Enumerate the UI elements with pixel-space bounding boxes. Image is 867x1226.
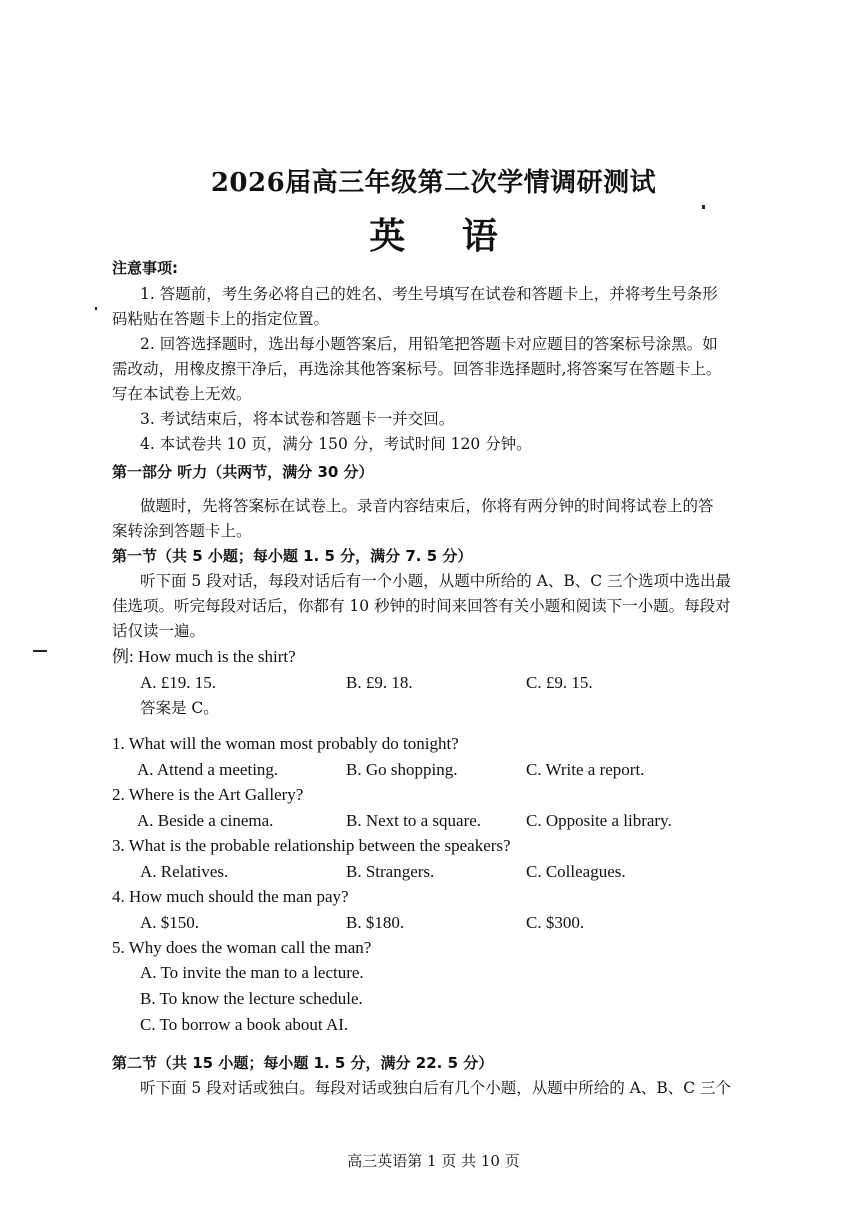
scan-dash — [33, 650, 47, 652]
question-4-option-b: B. $180. — [346, 913, 405, 932]
question-5: 5. Why does the woman call the man? — [112, 938, 372, 957]
example-option-b: B. £9. 18. — [346, 673, 413, 692]
question-3-option-b: B. Strangers. — [346, 862, 435, 881]
question-1: 1. What will the woman most probably do tonight? — [112, 734, 459, 753]
example-option-a: A. £19. 15. — [140, 673, 217, 692]
part1-heading: 第一部分 听力（共两节，满分 30 分） — [112, 463, 374, 481]
subject-title: 英 语 — [369, 215, 520, 257]
question-2-option-c: C. Opposite a library. — [526, 811, 672, 830]
question-2-option-b: B. Next to a square. — [346, 811, 482, 830]
notice-line: 1. 答题前，考生务必将自己的姓名、考生号填写在试卷和答题卡上，并将考生号条形 — [140, 285, 718, 303]
section1-intro-line: 话仅读一遍。 — [112, 622, 206, 640]
notice-line: 3. 考试结束后，将本试卷和答题卡一并交回。 — [140, 410, 455, 428]
page-footer: 高三英语第 1 页 共 10 页 — [347, 1152, 520, 1170]
part1-intro-line: 做题时，先将答案标在试卷上。录音内容结束后，你将有两分钟的时间将试卷上的答 — [140, 497, 714, 515]
example-question: 例: How much is the shirt? — [112, 647, 296, 666]
question-3: 3. What is the probable relationship between the speakers? — [112, 836, 511, 855]
section2-heading: 第二节（共 15 小题；每小题 1. 5 分，满分 22. 5 分） — [112, 1054, 494, 1072]
part1-intro-line: 案转涂到答题卡上。 — [112, 522, 252, 540]
question-1-option-c: C. Write a report. — [526, 760, 645, 779]
notice-line: 需改动，用橡皮擦干净后，再选涂其他答案标号。回答非选择题时,将答案写在答题卡上。 — [112, 360, 722, 378]
example-option-c: C. £9. 15. — [526, 673, 593, 692]
scan-speck — [95, 307, 97, 310]
notice-line: 2. 回答选择题时，选出每小题答案后，用铅笔把答题卡对应题目的答案标号涂黑。如 — [140, 335, 718, 353]
question-5-option-a: A. To invite the man to a lecture. — [140, 963, 364, 982]
question-5-option-c: C. To borrow a book about AI. — [140, 1015, 349, 1034]
example-answer: 答案是 C。 — [140, 699, 219, 717]
question-3-option-a: A. Relatives. — [140, 862, 229, 881]
notice-line: 写在本试卷上无效。 — [112, 385, 252, 403]
question-5-option-b: B. To know the lecture schedule. — [140, 989, 363, 1008]
question-4-option-c: C. $300. — [526, 913, 585, 932]
section1-intro-line: 佳选项。听完每段对话后，你都有 10 秒钟的时间来回答有关小题和阅读下一小题。每段对 — [112, 597, 731, 615]
question-2: 2. Where is the Art Gallery? — [112, 785, 304, 804]
question-1-option-a: A. Attend a meeting. — [137, 760, 279, 779]
section1-intro-line: 听下面 5 段对话，每段对话后有一个小题，从题中所给的 A、B、C 三个选项中选出最 — [140, 572, 732, 590]
question-4: 4. How much should the man pay? — [112, 887, 349, 906]
question-1-option-b: B. Go shopping. — [346, 760, 458, 779]
section2-intro-line: 听下面 5 段对话或独白。每段对话或独白后有几个小题，从题中所给的 A、B、C 三个 — [140, 1079, 732, 1097]
notice-line: 码粘贴在答题卡上的指定位置。 — [112, 310, 330, 328]
question-3-option-c: C. Colleagues. — [526, 862, 626, 881]
exam-title: 2026届高三年级第二次学情调研测试 — [210, 168, 657, 198]
notice-heading: 注意事项: — [112, 259, 178, 277]
notice-line: 4. 本试卷共 10 页，满分 150 分，考试时间 120 分钟。 — [140, 435, 532, 453]
section1-heading: 第一节（共 5 小题；每小题 1. 5 分，满分 7. 5 分） — [112, 547, 473, 565]
question-4-option-a: A. $150. — [140, 913, 200, 932]
question-2-option-a: A. Beside a cinema. — [137, 811, 274, 830]
